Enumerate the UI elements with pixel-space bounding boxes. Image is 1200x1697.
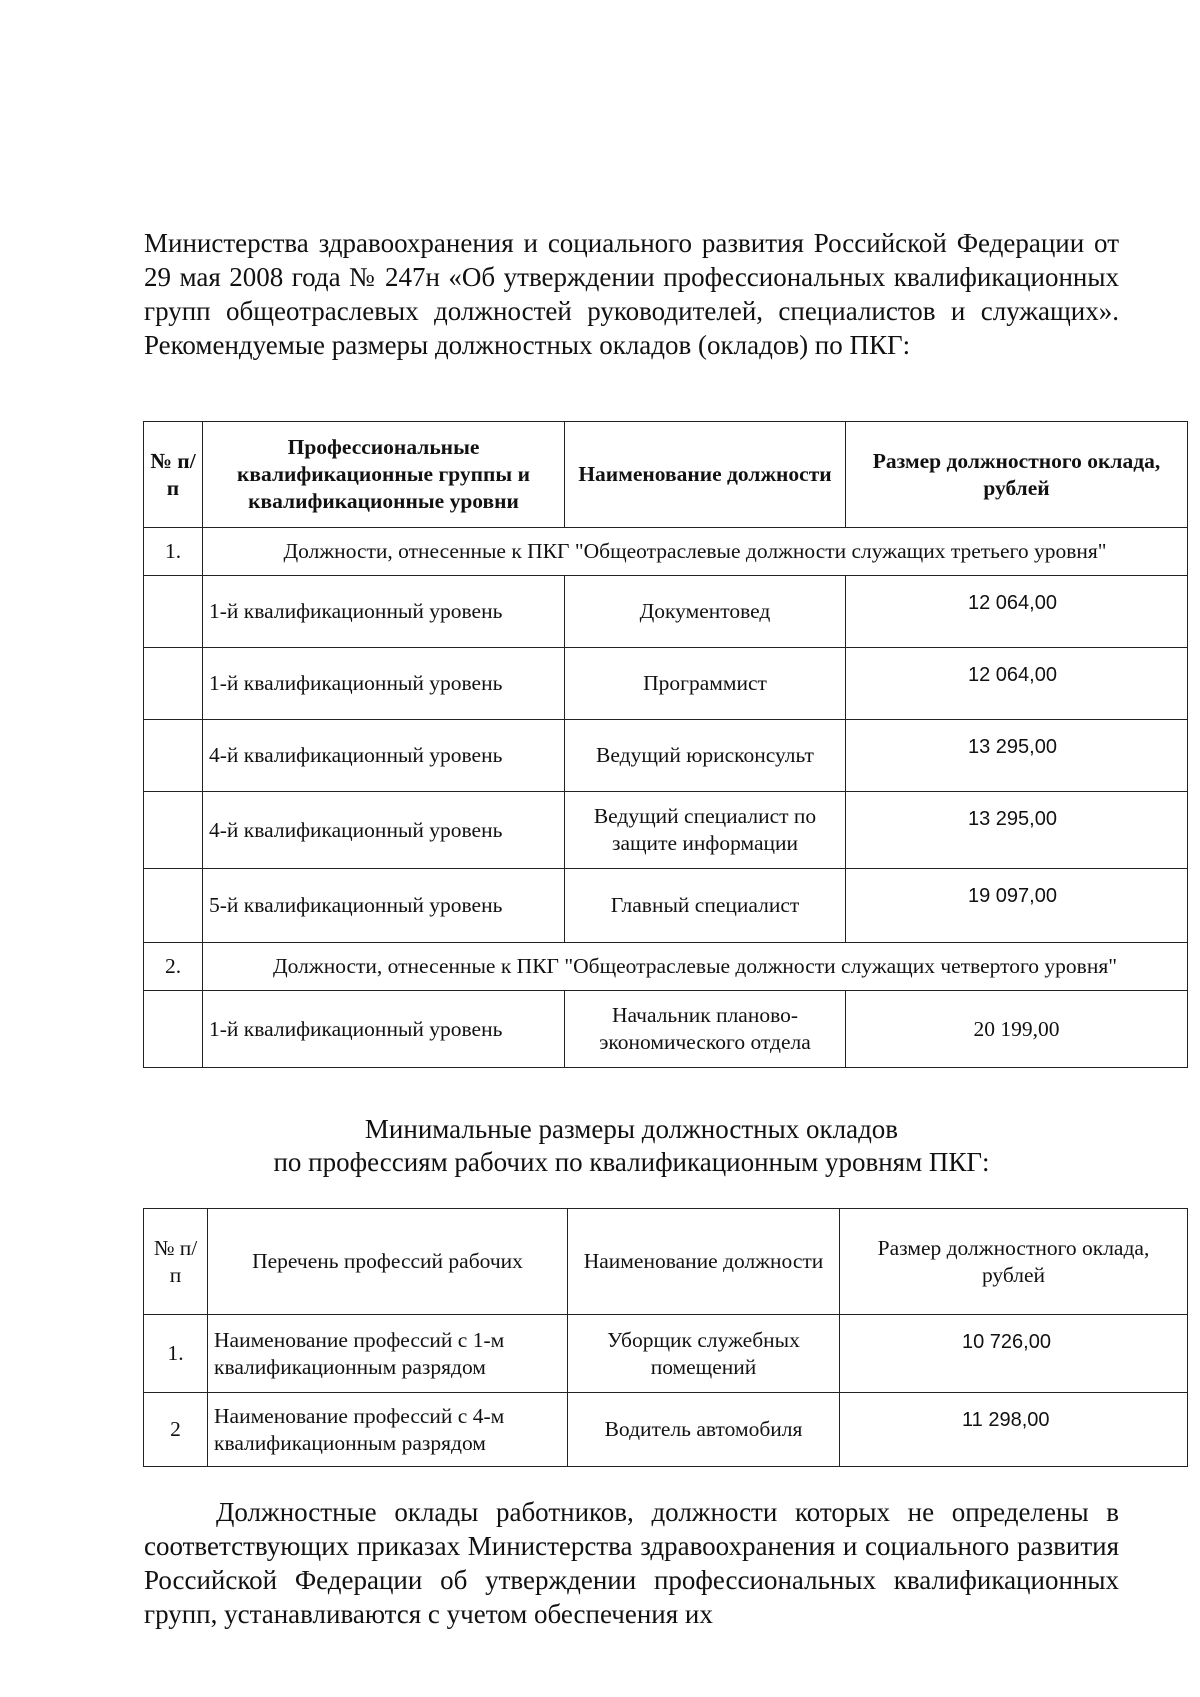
level-cell: 1-й квалификационный уровень: [203, 991, 565, 1068]
position-cell: Ведущий юрисконсульт: [565, 720, 846, 792]
position-cell: Главный специалист: [565, 869, 846, 943]
level-cell: 1-й квалификационный уровень: [203, 576, 565, 648]
header-professions: Перечень профессий рабочих: [208, 1209, 568, 1315]
table-row: [144, 720, 1188, 792]
table-row: [144, 869, 1188, 943]
workers-salary-table: [143, 1208, 1188, 1467]
salary-cell: 19 097,00: [846, 869, 1188, 943]
level-cell: 4-й квалификационный уровень: [203, 720, 565, 792]
section-heading-line2: по профессиям рабочих по квалификационным уровням ПКГ:: [273, 1147, 990, 1177]
group-title: Должности, отнесенные к ПКГ "Общеотраслевые должности служащих третьего уровня": [203, 528, 1188, 576]
row-num: 1.: [144, 1315, 208, 1393]
header-group: Профессиональные квалификационные группы и квалификационные уровни: [203, 422, 565, 528]
level-cell: 5-й квалификационный уровень: [203, 869, 565, 943]
salary-cell: 12 064,00: [846, 576, 1188, 648]
table-header-row: [144, 422, 1188, 528]
header-salary: Размер должностного оклада, рублей: [846, 422, 1188, 528]
group-num: 2.: [144, 943, 203, 991]
profession-cell: Наименование профессий с 1-м квалификационным разрядом: [208, 1315, 568, 1393]
table-row: [144, 1315, 1188, 1393]
table-row: [144, 792, 1188, 869]
salary-cell: 10 726,00: [840, 1315, 1188, 1393]
salary-cell: 11 298,00: [840, 1393, 1188, 1467]
salary-cell: 12 064,00: [846, 648, 1188, 720]
level-cell: 4-й квалификационный уровень: [203, 792, 565, 869]
salary-cell: 13 295,00: [846, 792, 1188, 869]
position-cell: Ведущий специалист по защите информации: [565, 792, 846, 869]
table-row: [144, 576, 1188, 648]
section-heading-line1: Минимальные размеры должностных окладов: [364, 1114, 899, 1144]
table-header-row: [144, 1209, 1188, 1315]
header-position: Наименование должности: [565, 422, 846, 528]
salary-cell: 20 199,00: [846, 991, 1188, 1068]
header-num: № п/п: [144, 1209, 208, 1315]
intro-paragraph: Министерства здравоохранения и социального развития Российской Федерации от 29 мая 2008 года № 247н «Об утверждении профессиональных квалификационных групп общеотраслевых должностей руководителей, специалистов и служащих». Рекомендуемые размеры должностных окладов (окладов) по ПКГ:: [144, 228, 1119, 360]
position-cell: Начальник планово-экономического отдела: [565, 991, 846, 1068]
row-num: 2: [144, 1393, 208, 1467]
group-num: 1.: [144, 528, 203, 576]
profession-cell: Наименование профессий с 4-м квалификационным разрядом: [208, 1393, 568, 1467]
level-cell: 1-й квалификационный уровень: [203, 648, 565, 720]
position-cell: Водитель автомобиля: [568, 1393, 840, 1467]
group-row: [144, 528, 1188, 576]
pkg-salary-table: [143, 421, 1188, 1068]
header-position: Наименование должности: [568, 1209, 840, 1315]
closing-paragraph: Должностные оклады работников, должности которых не определены в соответствующих приказах Министерства здравоохранения и социального развития Российской Федерации об утверждении профессиональных квалификационных групп, устанавливаются с учетом обеспечения их: [144, 1497, 1119, 1629]
group-row: [144, 943, 1188, 991]
group-title: Должности, отнесенные к ПКГ "Общеотраслевые должности служащих четвертого уровня": [203, 943, 1188, 991]
table-row: [144, 991, 1188, 1068]
table-row: [144, 1393, 1188, 1467]
position-cell: Программист: [565, 648, 846, 720]
header-num: № п/п: [144, 422, 203, 528]
position-cell: Документовед: [565, 576, 846, 648]
table-row: [144, 648, 1188, 720]
header-salary: Размер должностного оклада, рублей: [840, 1209, 1188, 1315]
position-cell: Уборщик служебных помещений: [568, 1315, 840, 1393]
salary-cell: 13 295,00: [846, 720, 1188, 792]
